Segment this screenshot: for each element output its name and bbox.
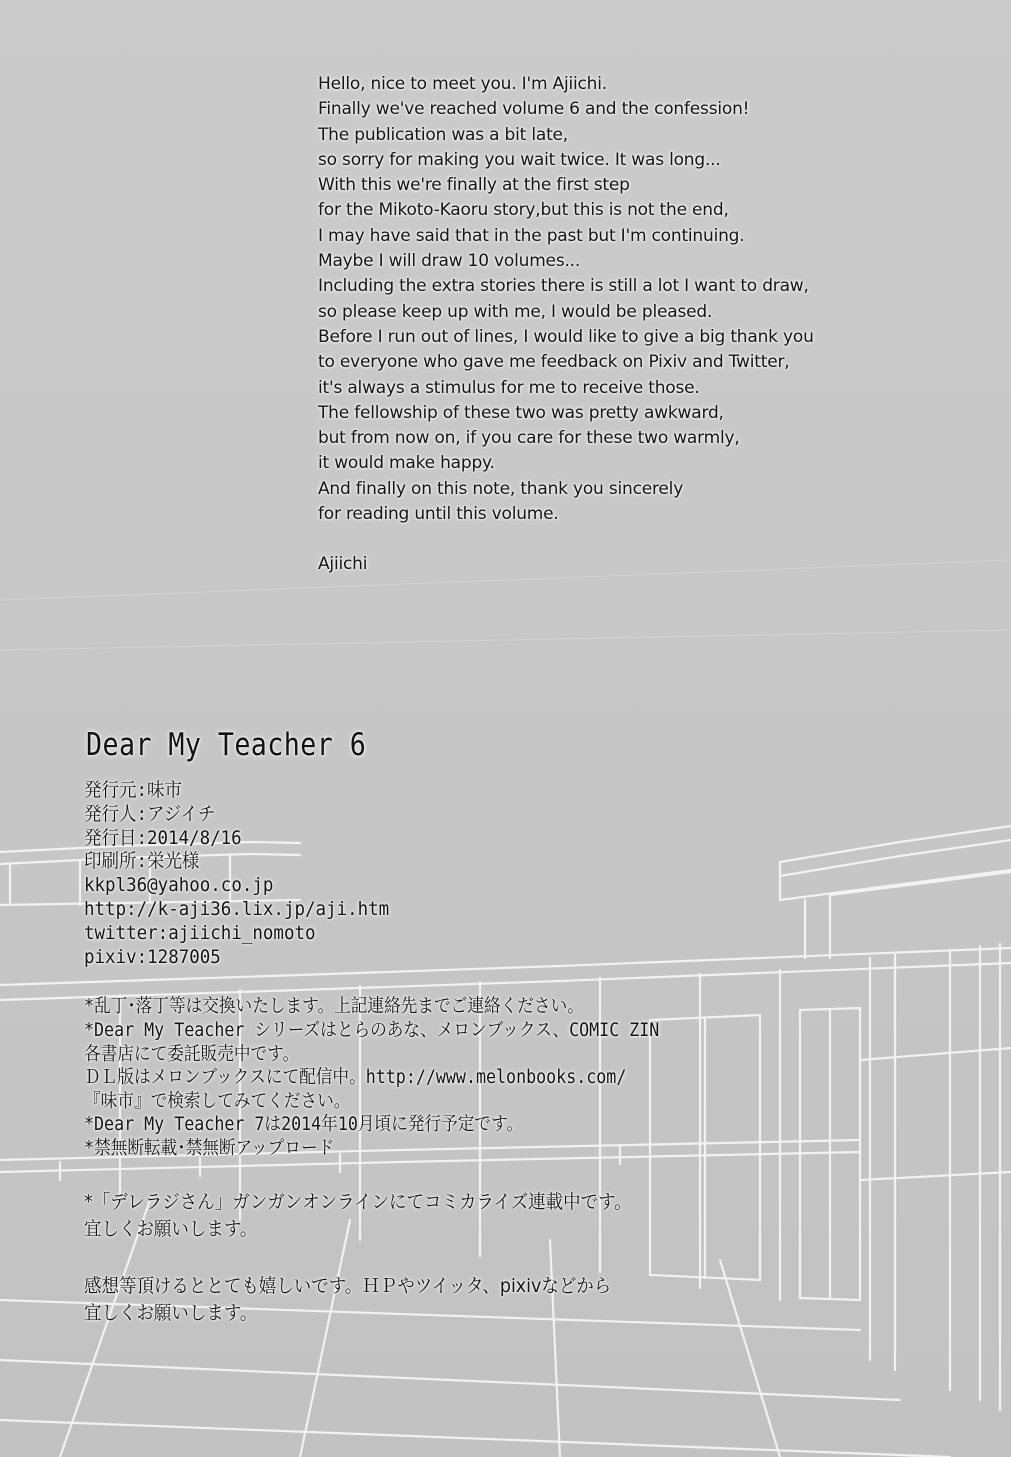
- note-line: 『味市』で検索してみてください。: [84, 1090, 351, 1112]
- note-line: *Dear My Teacher 7は2014年10月頃に発行予定です。: [84, 1114, 524, 1136]
- notice-line: *「デレラジさん」ガンガンオンラインにてコミカライズ連載中です。: [84, 1190, 632, 1213]
- pixiv-line: pixiv:1287005: [84, 945, 221, 968]
- afterword-message: [318, 72, 958, 578]
- message-line: Before I run out of lines, I would like to give a big thank you: [318, 326, 814, 347]
- note-line: *禁無断転載･禁無断アップロード: [84, 1137, 335, 1159]
- feedback-request: [84, 1273, 964, 1327]
- issuer-line: 発行人:アジイチ: [84, 802, 216, 825]
- notice-line: 宜しくお願いします。: [84, 1217, 258, 1240]
- message-line: Hello, nice to meet you. I'm Ajiichi.: [318, 74, 607, 94]
- message-line: it would make happy.: [318, 453, 495, 474]
- message-line: to everyone who gave me feedback on Pixiv and Twitter,: [318, 352, 790, 373]
- notes: [84, 995, 964, 1160]
- feedback-line: 感想等頂けるととても嬉しいです。ＨＰやツイッタ、pixivなどから: [84, 1274, 612, 1297]
- serialization-notice: [84, 1189, 964, 1243]
- publication-info: [84, 779, 964, 969]
- message-line: for reading until this volume.: [318, 504, 559, 525]
- twitter-line: twitter:ajiichi_nomoto: [84, 921, 316, 944]
- message-line: And finally on this note, thank you sincerely: [318, 478, 684, 499]
- feedback-line: 宜しくお願いします。: [84, 1301, 258, 1324]
- message-line: for the Mikoto-Kaoru story,but this is not the end,: [318, 200, 729, 221]
- publish-date-line: 発行日:2014/8/16: [84, 826, 242, 849]
- message-line: The publication was a bit late,: [318, 124, 569, 145]
- message-line: but from now on, if you care for these two warmly,: [318, 428, 740, 449]
- colophon: [84, 727, 964, 1327]
- message-line: The fellowship of these two was pretty awkward,: [318, 402, 724, 423]
- author-signature: Ajiichi: [318, 554, 368, 575]
- message-line: With this we're finally at the first step: [318, 175, 630, 196]
- message-line: so sorry for making you wait twice. It was long...: [318, 149, 721, 170]
- message-line: Finally we've reached volume 6 and the confession!: [318, 99, 750, 120]
- book-title: Dear My Teacher 6: [86, 727, 367, 763]
- message-line: so please keep up with me, I would be pleased.: [318, 301, 713, 322]
- printer-line: 印刷所:栄光様: [84, 850, 200, 873]
- message-line: it's always a stimulus for me to receive those.: [318, 377, 700, 398]
- message-line: I may have said that in the past but I'm continuing.: [318, 225, 745, 246]
- email-line: kkpl36@yahoo.co.jp: [84, 874, 274, 897]
- message-line: Including the extra stories there is still a lot I want to draw,: [318, 276, 809, 297]
- note-line: *乱丁･落丁等は交換いたします。上記連絡先までご連絡ください。: [84, 996, 584, 1018]
- note-line: *Dear My Teacher シリーズはとらのあな、メロンブックス、COMIC ZIN: [84, 1019, 660, 1041]
- message-line: Maybe I will draw 10 volumes...: [318, 251, 581, 272]
- note-line: 各書店にて委託販売中です。: [84, 1043, 300, 1065]
- note-line: ＤＬ版はメロンブックスにて配信中。http://www.melonbooks.com/: [84, 1067, 627, 1089]
- publisher-line: 発行元:味市: [84, 779, 182, 801]
- website-line: http://k-aji36.lix.jp/aji.htm: [84, 897, 390, 920]
